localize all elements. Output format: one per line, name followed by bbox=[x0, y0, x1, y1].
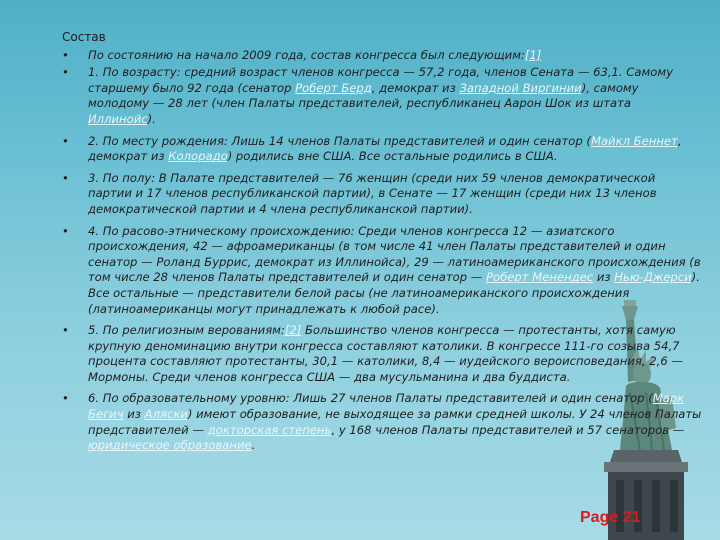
hyperlink[interactable]: Колорадо bbox=[168, 149, 228, 164]
bullet-item bbox=[62, 171, 702, 218]
text-run: ). Все остальные — представители белой расы (не латиноамериканского происхождения (латиноамериканцы могут принадлежать к любой расе). bbox=[88, 270, 700, 316]
text-run: ). bbox=[147, 111, 156, 126]
text-run: 2. По месту рождения: Лишь 14 членов Палаты представителей и один сенатор ( bbox=[88, 133, 591, 148]
hyperlink[interactable]: докторская степень bbox=[207, 422, 332, 437]
text-run: . bbox=[251, 438, 256, 453]
text-run: 6. По образовательному уровню: Лишь 27 членов Палаты представителей и один сенатор ( bbox=[88, 391, 653, 406]
hyperlink[interactable]: [1] bbox=[524, 47, 542, 62]
hyperlink[interactable]: Роберт Берд bbox=[295, 80, 372, 95]
hyperlink[interactable]: Майкл Беннет bbox=[590, 133, 678, 148]
bullet-item bbox=[62, 391, 702, 453]
text-run: По состоянию на начало 2009 года, состав конгресса был следующим: bbox=[88, 47, 525, 62]
text-run: 4. По расово-этническому происхождению: Среди членов конгресса 12 — азиатского происхождения, 42 — афроамериканцы (в том числе 41 член Палаты представителей и один сенатор — Роланд Буррис, демократ из Иллинойса), 29 — латиноамериканского происхождения (в том числе 28 членов Палаты представителей и один сенатор — bbox=[88, 223, 701, 285]
hyperlink[interactable]: Западной Виргинии bbox=[459, 80, 582, 95]
hyperlink[interactable]: Нью-Джерси bbox=[614, 270, 692, 285]
text-run: ) родились вне США. Все остальные родились в США. bbox=[227, 149, 558, 164]
hyperlink[interactable]: Аляски bbox=[144, 407, 188, 422]
bullet-item bbox=[62, 224, 702, 318]
text-run: из bbox=[593, 270, 615, 285]
bullet-item bbox=[62, 323, 702, 385]
text-run: 3. По полу: В Палате представителей — 76 женщин (среди них 59 членов демократической партии и 17 членов республиканской партии), в Сенате — 17 женщин (среди них 13 членов демократической партии и 4 члена республиканской партии). bbox=[88, 170, 657, 216]
text-run: 1. По возрасту: средний возраст членов конгресса — 57,2 года, членов Сената — 63,1. Самому старшему было 92 года (сенатор bbox=[88, 65, 673, 95]
slide-content bbox=[62, 30, 702, 460]
text-run: из bbox=[123, 407, 145, 422]
text-run: , демократ из bbox=[371, 80, 460, 95]
text-run: Большинство членов конгресса — протестанты, хотя самую крупную деноминацию внутри конгресса составляют католики. В конгрессе 111-го созыва 54,7 процента составляют протестанты, 30,1 — католики, 8,4 — иудейского вероисповедания, 2,6 — Мормоны. Среди членов конгресса США — два мусульманина и два буддиста. bbox=[88, 323, 683, 384]
hyperlink[interactable]: Роберт Менендес bbox=[486, 270, 594, 285]
text-run: , у 168 членов Палаты представителей и 57 сенаторов — bbox=[331, 422, 685, 437]
slide-heading: Состав bbox=[62, 30, 106, 44]
hyperlink[interactable]: [2] bbox=[284, 323, 302, 338]
bullet-list bbox=[62, 48, 702, 454]
hyperlink[interactable]: Марк Бегич bbox=[88, 391, 685, 422]
hyperlink[interactable]: Иллинойс bbox=[88, 111, 148, 126]
text-run: 5. По религиозным верованиям: bbox=[88, 323, 285, 338]
page-number-label: Page 21 bbox=[580, 509, 641, 526]
bullet-item bbox=[62, 48, 702, 64]
bullet-item bbox=[62, 134, 702, 165]
hyperlink[interactable]: юридическое образование bbox=[88, 438, 252, 453]
text-run: ) имеют образование, не выходящее за рамки средней школы. У 24 членов Палаты представителей — bbox=[88, 407, 702, 437]
text-run: , демократ из bbox=[88, 133, 682, 164]
bullet-item bbox=[62, 65, 702, 127]
text-run: ), самому молодому — 28 лет (член Палаты представителей, республиканец Аарон Шок из штата bbox=[88, 80, 639, 111]
